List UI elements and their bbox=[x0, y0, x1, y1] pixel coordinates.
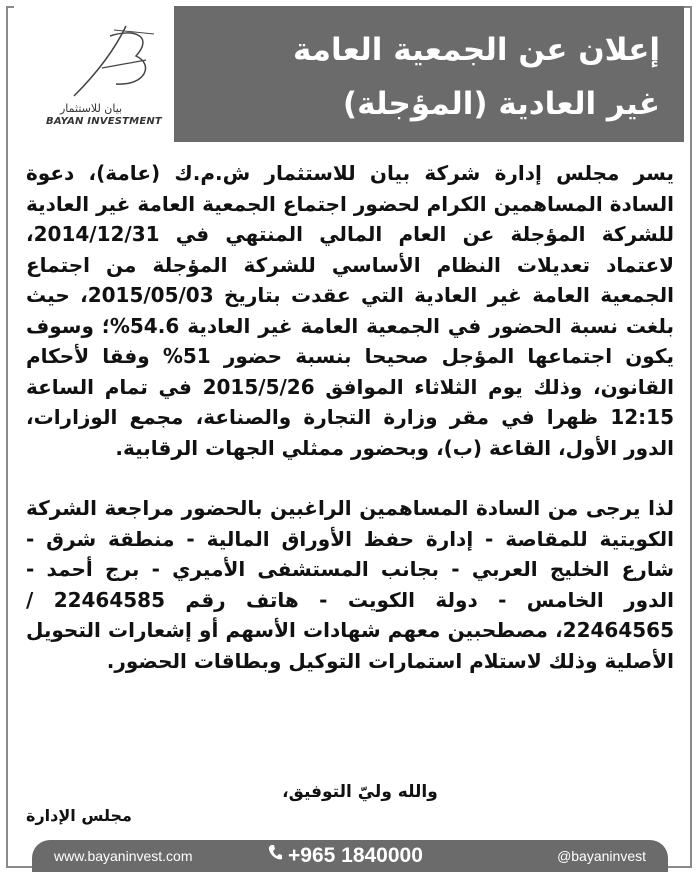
logo-arabic-text: بيان للاستثمار bbox=[60, 102, 123, 115]
paragraph-instructions: لذا يرجى من السادة المساهمين الراغبين بالحضور مراجعة الشركة الكويتية للمقاصة - إدارة حفظ الأوراق المالية - منطقة شرق - شارع الخليج العربي - بجانب المستشفى الأميري - برج أحمد - الدور الخامس - دولة الكويت - هاتف رقم 22464585 / 22464565، مصطحبين معهم شهادات الأسهم أو إشعارات التحويل الأصلية وذلك لاستلام استمارات التوكيل وبطاقات الحضور. bbox=[26, 496, 674, 673]
title-line-1: إعلان عن الجمعية العامة bbox=[293, 32, 660, 68]
phone-number bbox=[268, 844, 423, 868]
logo bbox=[14, 6, 174, 142]
social-handle[interactable]: @bayaninvest bbox=[557, 848, 646, 864]
phone-icon bbox=[268, 844, 282, 868]
title-banner bbox=[174, 6, 684, 142]
header bbox=[6, 6, 692, 142]
logo-english-text: BAYAN INVESTMENT bbox=[46, 116, 162, 127]
title-line-2: غير العادية (المؤجلة) bbox=[342, 86, 660, 122]
signature: مجلس الإدارة bbox=[26, 806, 132, 825]
announcement-body bbox=[26, 158, 674, 676]
paragraph-invitation: يسر مجلس إدارة شركة بيان للاستثمار ش.م.ك (عامة)، دعوة السادة المساهمين الكرام لحضور اجتماع الجمعية العامة غير العادية للشركة المؤجلة عن العام المالي المنتهي في 2014/12/31، لاعتماد تعديلات النظام الأساسي للشركة المؤجلة من اجتماع الجمعية العامة غير العادية التي عقدت بتاريخ 2015/05/03، حيث بلغت نسبة الحضور في الجمعية العامة غير العادية 54.6%؛ وسوف يكون اجتماعها المؤجل صحيحا بنسبة حضور 51% وفقا لأحكام القانون، وذلك يوم الثلاثاء الموافق 2015/5/26 في تمام الساعة 12:15 ظهرا في مقر وزارة التجارة والصناعة، مجمع الوزارات، الدور الأول، القاعة (ب)، وبحضور ممثلي الجهات الرقابية. bbox=[26, 161, 675, 460]
closing-text: والله وليّ التوفيق، bbox=[282, 782, 438, 802]
bayan-logo-icon bbox=[14, 6, 174, 106]
phone-text[interactable]: +965 1840000 bbox=[288, 844, 423, 867]
website-link[interactable]: www.bayaninvest.com bbox=[54, 848, 193, 864]
footer-bar bbox=[32, 840, 668, 872]
